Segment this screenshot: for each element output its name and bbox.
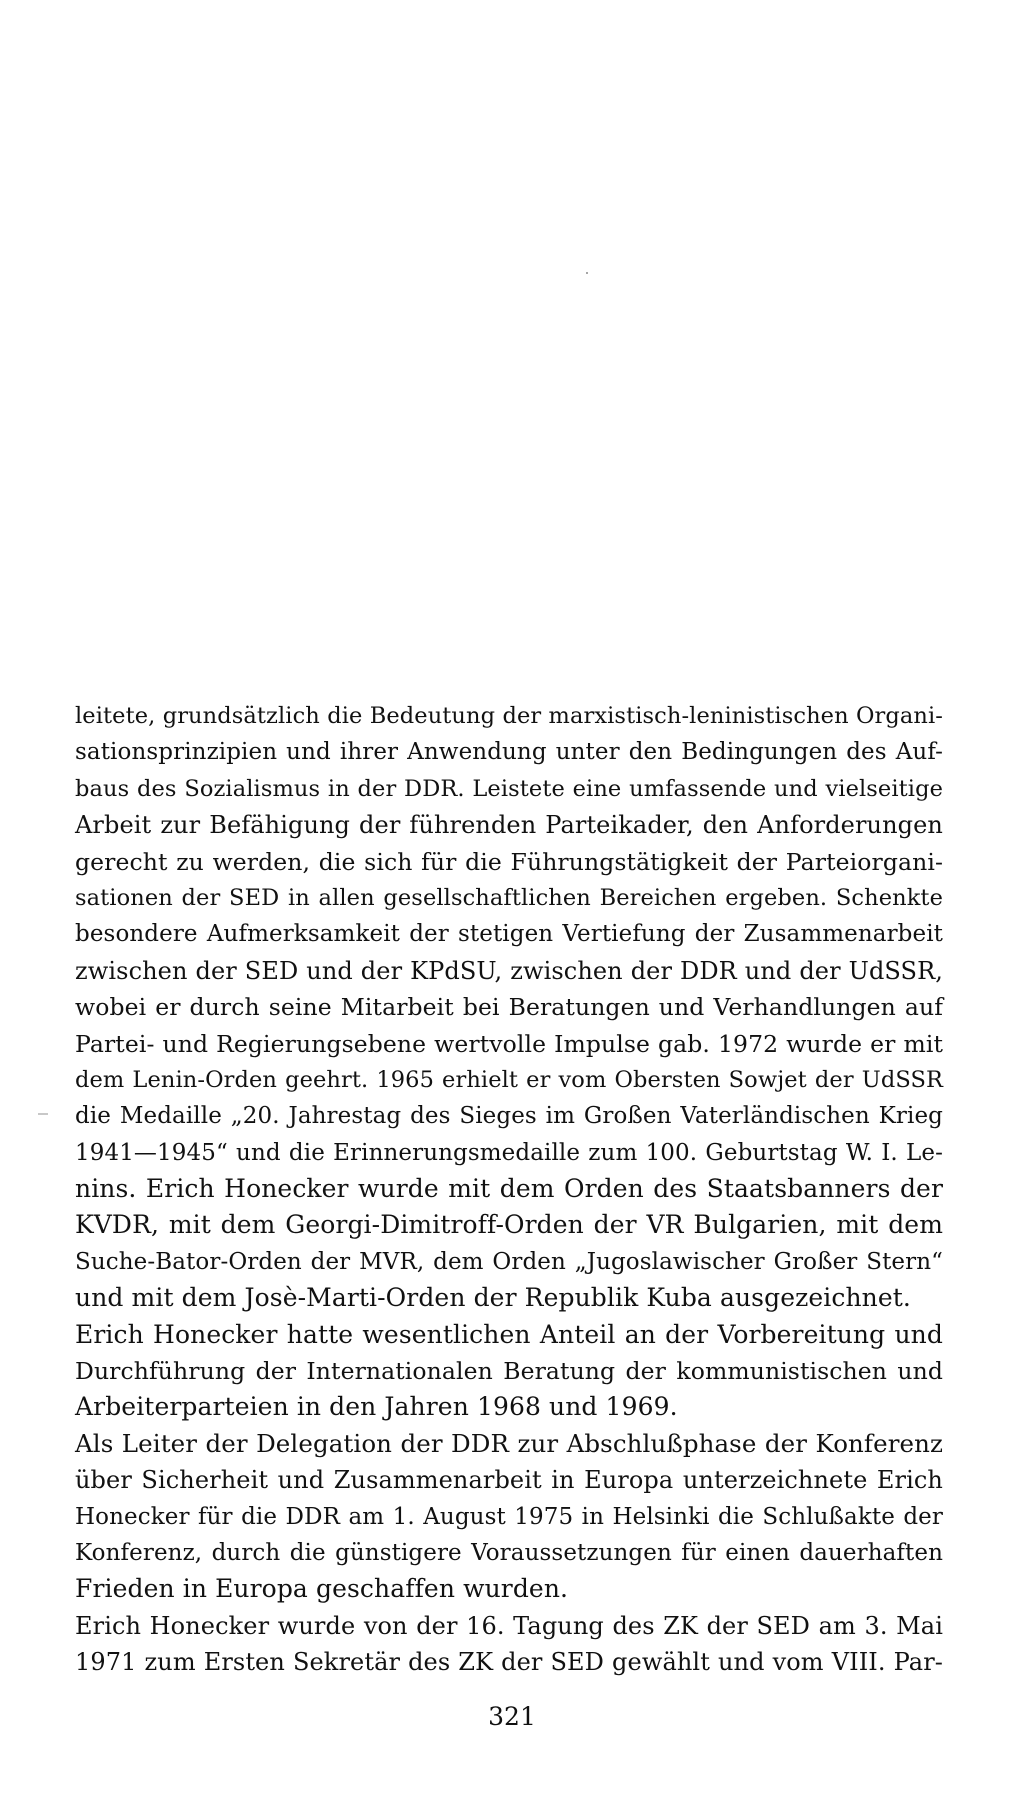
text-line: gerecht zu werden, die sich für die Führungstätigkeit der Parteiorgani- xyxy=(75,847,943,876)
text-line: dem Lenin-Orden geehrt. 1965 erhielt er vom Obersten Sowjet der UdSSR xyxy=(75,1066,943,1093)
text-line: Honecker für die DDR am 1. August 1975 in Helsinki die Schlußakte der xyxy=(75,1503,943,1530)
text-line: 1971 zum Ersten Sekretär des ZK der SED gewählt und vom VIII. Par- xyxy=(75,1648,943,1677)
text-line: Arbeit zur Befähigung der führenden Parteikader, den Anforderungen xyxy=(75,811,943,840)
text-line: baus des Sozialismus in der DDR. Leistete eine umfassende und vielseitige xyxy=(75,775,943,802)
text-line: leitete, grundsätzlich die Bedeutung der marxistisch-leninistischen Organi- xyxy=(75,703,943,729)
text-line: Als Leiter der Delegation der DDR zur Abschlußphase der Konferenz xyxy=(75,1428,943,1458)
text-line: Frieden in Europa geschaffen wurden. xyxy=(75,1574,569,1604)
text-line: Konferenz, durch die günstigere Voraussetzungen für einen dauerhaften xyxy=(75,1539,943,1566)
text-line: besondere Aufmerksamkeit der stetigen Vertiefung der Zusammenarbeit xyxy=(75,921,943,948)
body-text xyxy=(75,698,943,1681)
scan-speck xyxy=(586,272,588,274)
text-line: 1941—1945“ und die Erinnerungsmedaille zum 100. Geburtstag W. I. Le- xyxy=(75,1139,943,1166)
text-line: über Sicherheit und Zusammenarbeit in Europa unterzeichnete Erich xyxy=(75,1466,943,1495)
text-line: sationsprinzipien und ihrer Anwendung unter den Bedingungen des Auf- xyxy=(75,739,943,766)
text-line: Erich Honecker wurde von der 16. Tagung des ZK der SED am 3. Mai xyxy=(75,1611,943,1640)
text-line: KVDR, mit dem Georgi-Dimitroff-Orden der VR Bulgarien, mit dem xyxy=(75,1210,943,1240)
text-line: und mit dem Josè-Marti-Orden der Republik Kuba ausgezeichnet. xyxy=(75,1283,911,1313)
text-line: sationen der SED in allen gesellschaftlichen Bereichen ergeben. Schenkte xyxy=(75,884,943,911)
text-line: Arbeiterparteien in den Jahren 1968 und 1969. xyxy=(75,1392,678,1422)
text-line: wobei er durch seine Mitarbeit bei Beratungen und Verhandlungen auf xyxy=(75,993,943,1022)
margin-mark xyxy=(38,1113,48,1115)
text-line: Erich Honecker hatte wesentlichen Anteil an der Vorbereitung und xyxy=(75,1319,943,1349)
text-line: nins. Erich Honecker wurde mit dem Orden des Staatsbanners der xyxy=(75,1174,943,1204)
text-line: Suche-Bator-Orden der MVR, dem Orden „Jugoslawischer Großer Stern“ xyxy=(75,1248,943,1275)
page-number: 321 xyxy=(488,1702,536,1731)
text-line: zwischen der SED und der KPdSU, zwischen der DDR und der UdSSR, xyxy=(75,956,943,985)
text-line: Durchführung der Internationalen Beratung der kommunistischen und xyxy=(75,1357,943,1386)
text-line: die Medaille „20. Jahrestag des Sieges im Großen Vaterländischen Krieg xyxy=(75,1103,943,1130)
text-line: Partei- und Regierungsebene wertvolle Impulse gab. 1972 wurde er mit xyxy=(75,1029,943,1058)
